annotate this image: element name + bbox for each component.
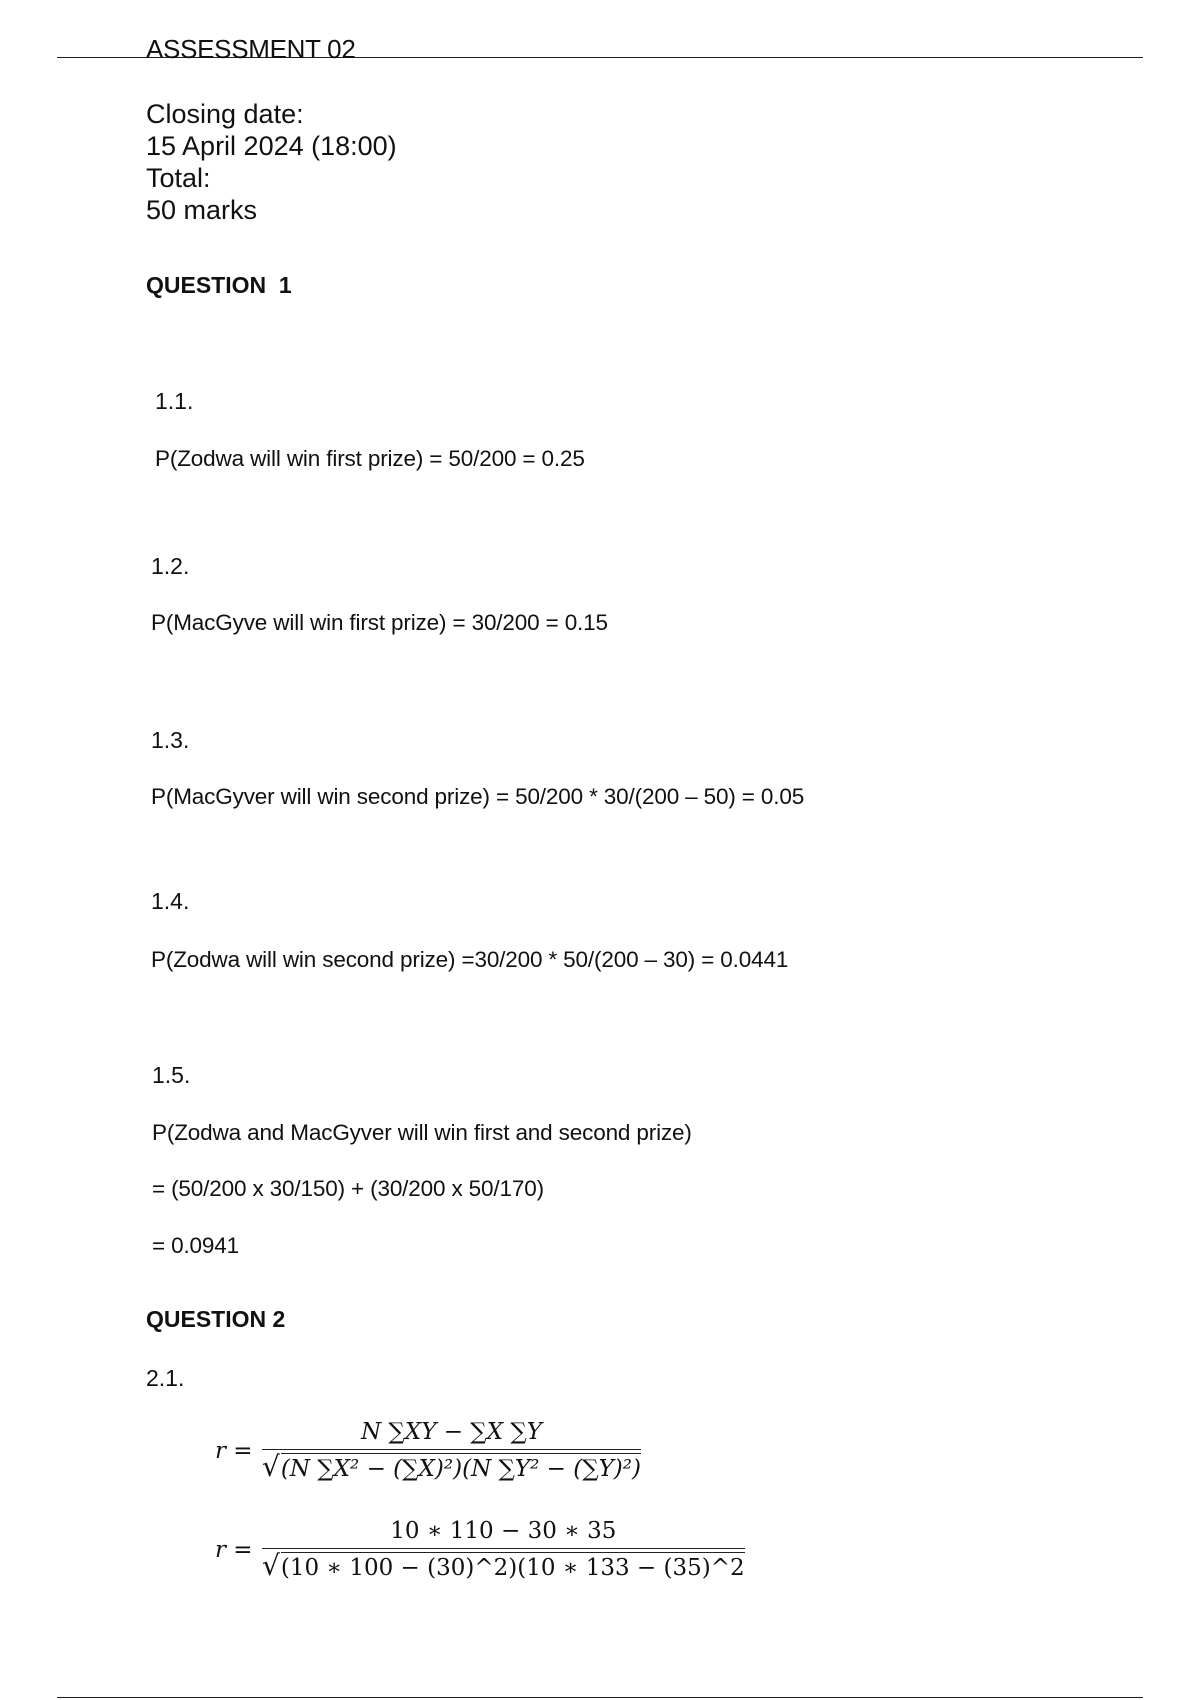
item-1-3-number: 1.3. xyxy=(151,727,190,753)
item-1-3-answer: P(MacGyver will win second prize) = 50/200 * 30/(200 – 50) = 0.05 xyxy=(151,784,805,809)
substituted-lhs: r = xyxy=(215,1537,253,1563)
item-1-2-answer: P(MacGyve will win first prize) = 30/200 = 0.15 xyxy=(151,610,608,635)
question-2-heading: QUESTION 2 xyxy=(146,1306,286,1332)
formula-radicand: (N ∑X² − (∑X)²)(N ∑Y² − (∑Y)²) xyxy=(281,1453,641,1482)
total-value: 50 marks xyxy=(146,195,258,225)
footer-rule xyxy=(57,1697,1143,1698)
square-root-icon: √ xyxy=(262,1450,280,1483)
closing-date-label: Closing date: xyxy=(146,99,304,129)
substituted-formula xyxy=(262,1518,745,1581)
substituted-denominator xyxy=(262,1549,745,1581)
total-label: Total: xyxy=(146,163,211,193)
item-1-5-line-1: P(Zodwa and MacGyver will win first and second prize) xyxy=(152,1120,692,1145)
formula-lhs: r = xyxy=(215,1438,253,1464)
item-1-1-answer: P(Zodwa will win first prize) = 50/200 = 0.25 xyxy=(155,446,585,471)
item-1-4-number: 1.4. xyxy=(151,888,190,914)
square-root-icon: √ xyxy=(262,1549,280,1582)
item-1-5-number: 1.5. xyxy=(152,1062,191,1088)
item-2-1-number: 2.1. xyxy=(146,1365,185,1391)
item-1-5-line-2: = (50/200 x 30/150) + (30/200 x 50/170) xyxy=(152,1176,544,1201)
closing-date-value: 15 April 2024 (18:00) xyxy=(146,131,397,161)
item-1-2-number: 1.2. xyxy=(151,553,190,579)
formula-numerator: N ∑XY − ∑X ∑Y xyxy=(262,1419,641,1450)
substituted-numerator: 10 ∗ 110 − 30 ∗ 35 xyxy=(262,1518,745,1549)
correlation-formula xyxy=(262,1419,641,1482)
question-1-heading: QUESTION 1 xyxy=(146,272,292,298)
item-1-4-answer: P(Zodwa will win second prize) =30/200 * 50/(200 – 30) = 0.0441 xyxy=(151,947,789,972)
formula-denominator xyxy=(262,1450,641,1482)
substituted-radicand: (10 ∗ 100 − (30)^2)(10 ∗ 133 − (35)^2 xyxy=(281,1552,745,1581)
item-1-1-number: 1.1. xyxy=(155,388,194,414)
item-1-5-line-3: = 0.0941 xyxy=(152,1233,240,1258)
document-title: ASSESSMENT 02 xyxy=(146,34,356,64)
